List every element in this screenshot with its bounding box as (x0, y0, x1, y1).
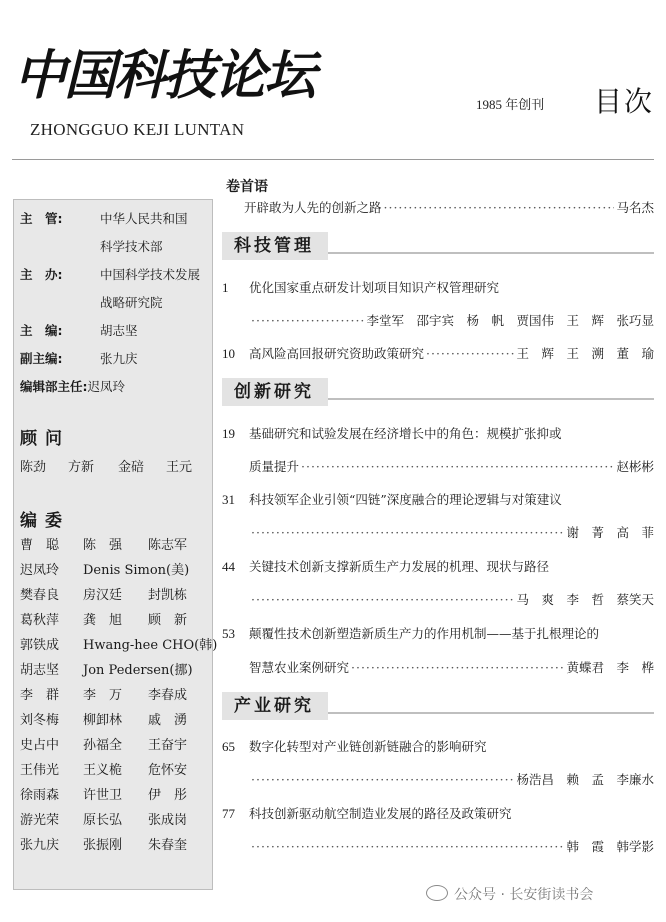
article-entry[interactable] (222, 424, 654, 442)
masthead-row: 主 管: 中华人民共和国 (20, 211, 188, 226)
toc-title: 目次 (594, 85, 655, 118)
article-title: 优化国家重点研发计划项目知识产权管理研究 (249, 280, 500, 295)
section-header (222, 692, 654, 722)
leader-dots (251, 592, 514, 607)
page-number: 31 (222, 492, 235, 507)
board-member: 柳卸林 (83, 713, 123, 728)
header-divider (12, 159, 654, 160)
article-authors: 谢 菁 高 菲 (566, 525, 654, 540)
article-title: 颠覆性技术创新塑造新质生产力的作用机制——基于扎根理论的 (249, 626, 600, 641)
article-title: 高风险高回报研究资助政策研究 (249, 346, 425, 361)
board-member: 李春成 (148, 688, 188, 703)
article-title: 科技领军企业引领“四链”深度融合的理论逻辑与对策建议 (249, 492, 562, 507)
page-number: 65 (222, 739, 235, 754)
board-member: 樊春良 (20, 588, 60, 603)
page-number: 44 (222, 559, 235, 574)
masthead-row: 主 编: 胡志坚 (20, 323, 138, 338)
leader-dots (384, 200, 615, 215)
masthead-row: 编辑部主任:迟凤玲 (20, 379, 126, 394)
board-member: 许世卫 (83, 788, 123, 803)
leader-dots (426, 346, 514, 361)
section-header (222, 232, 654, 262)
board-member: 史占中 (20, 738, 60, 753)
board-member: 朱春奎 (148, 838, 188, 853)
article-entry[interactable] (222, 278, 654, 296)
article-authors: 黄蝶君 李 桦 (566, 660, 654, 675)
masthead-row: 主 办: 中国科学技术发展 (20, 267, 201, 282)
masthead-sidebar: 主 管: 中华人民共和国 科学技术部 主 办: 中国科学技术发展 战略研究院 主 编: 胡志坚 副主编: 张九庆 编辑部主任:迟凤玲 顾问 陈劲 方新 金碚 王元 编委 曹 聪 陈 强 陈志军 迟凤玲 Denis Simon(美) 樊春良 房汉廷 封凯栋 葛秋萍 龚 旭 顾 新 郭铁成 Hwang-hee CHO(韩) 胡志坚 Jon Pedersen(挪) 李 群 李 万 李春成 刘冬梅 柳卸林 戚 湧 史占中 孙福全 王奋宇 王伟光 王义桅 危怀安 徐雨森 许世卫 伊 彤 游光荣 原长弘 张成岗 张九庆 张振刚 朱春奎 (13, 199, 213, 890)
article-entry[interactable] (222, 557, 654, 575)
article-entry-continued[interactable] (249, 590, 654, 608)
board-member: 陈志军 (148, 538, 188, 553)
board-member: 李 万 (83, 688, 123, 703)
leader-dots (251, 313, 364, 328)
article-entry-continued[interactable] (249, 457, 654, 475)
page-number: 19 (222, 426, 235, 441)
section-title: 科技管理 (222, 232, 328, 260)
masthead-row: 科学技术部 (100, 239, 163, 254)
page-number: 77 (222, 806, 235, 821)
board-member: 龚 旭 (83, 613, 123, 628)
board-member: 王奋宇 (148, 738, 188, 753)
leader-dots (251, 772, 514, 787)
board-member: 郭铁成 (20, 638, 60, 653)
article-title-cont: 质量提升 (249, 459, 300, 474)
board-member: 陈 强 (83, 538, 123, 553)
board-member: 胡志坚 (20, 663, 60, 678)
board-member: 房汉廷 (83, 588, 123, 603)
leader-dots (351, 660, 564, 675)
journal-pinyin-title: ZHONGGUO KEJI LUNTAN (30, 120, 245, 139)
journal-logo: 中国科技论坛 (14, 44, 315, 107)
section-header (222, 378, 654, 408)
article-entry[interactable] (222, 804, 654, 822)
article-entry[interactable] (222, 490, 654, 508)
board-member: 戚 湧 (148, 713, 188, 728)
board-member: 孙福全 (83, 738, 123, 753)
board-member: 葛秋萍 (20, 613, 60, 628)
article-entry-continued[interactable] (249, 658, 654, 676)
article-title-cont: 智慧农业案例研究 (249, 660, 350, 675)
leader-dots (301, 459, 614, 474)
board-member: Denis Simon(美) (83, 563, 190, 578)
article-entry[interactable] (222, 737, 654, 755)
board-member: 刘冬梅 (20, 713, 60, 728)
article-authors: 赵彬彬 (616, 459, 654, 474)
leader-dots (251, 525, 564, 540)
board-member: 王伟光 (20, 763, 60, 778)
article-entry[interactable] (222, 344, 654, 362)
page-number: 1 (222, 280, 229, 295)
board-member: 张九庆 (20, 838, 60, 853)
board-member: 李 群 (20, 688, 60, 703)
preface-heading: 卷首语 (226, 179, 268, 195)
leader-dots (251, 839, 564, 854)
article-entry-continued[interactable] (249, 311, 654, 329)
article-title: 关键技术创新支撑新质生产力发展的机理、现状与路径 (249, 559, 550, 574)
page-number: 53 (222, 626, 235, 641)
article-authors: 李堂军 邵宇宾 杨 帆 贾国伟 王 辉 张巧显 (366, 313, 654, 328)
masthead-row: 战略研究院 (100, 295, 163, 310)
board-member: 危怀安 (148, 763, 188, 778)
article-title: 科技创新驱动航空制造业发展的路径及政策研究 (249, 806, 512, 821)
board-member: 封凯栋 (148, 588, 188, 603)
editorial-board-heading: 编委 (20, 511, 70, 531)
section-title: 创新研究 (222, 378, 328, 406)
board-member: 张成岗 (148, 813, 188, 828)
page-number: 10 (222, 346, 235, 361)
watermark: 公众号 · 长安街读书会 (426, 884, 593, 904)
board-member: 游光荣 (20, 813, 60, 828)
article-authors: 韩 霞 韩学影 (566, 839, 654, 854)
article-authors: 王 辉 王 溯 董 瑜 (516, 346, 654, 361)
board-member: 原长弘 (83, 813, 123, 828)
article-entry-continued[interactable] (249, 523, 654, 541)
preface-entry[interactable]: 开辟敢为人先的创新之路 ····· 马名杰 (244, 198, 654, 216)
wechat-icon (426, 885, 448, 901)
advisors-heading: 顾问 (20, 429, 70, 449)
board-member: 徐雨森 (20, 788, 60, 803)
founded-year: 1985 年创刊 (476, 97, 545, 112)
section-title: 产业研究 (222, 692, 328, 720)
board-member: 张振刚 (83, 838, 123, 853)
masthead-row: 副主编: 张九庆 (20, 351, 138, 366)
board-member: Jon Pedersen(挪) (83, 663, 193, 678)
article-entry[interactable] (222, 624, 654, 642)
board-member: 王义桅 (83, 763, 123, 778)
board-member: Hwang-hee CHO(韩) (83, 638, 218, 653)
board-member: 曹 聪 (20, 538, 60, 553)
board-member: 伊 彤 (148, 788, 188, 803)
article-entry-continued[interactable] (249, 770, 654, 788)
article-entry-continued[interactable] (249, 837, 654, 855)
board-member: 迟凤玲 (20, 563, 60, 578)
article-authors: 杨浩昌 赖 孟 李廉水 (516, 772, 654, 787)
board-member: 顾 新 (148, 613, 188, 628)
article-authors: 马 爽 李 哲 蔡笑天 (516, 592, 654, 607)
article-title: 数字化转型对产业链创新链融合的影响研究 (249, 739, 487, 754)
article-title: 基础研究和试验发展在经济增长中的角色：规模扩张抑或 (249, 426, 562, 441)
